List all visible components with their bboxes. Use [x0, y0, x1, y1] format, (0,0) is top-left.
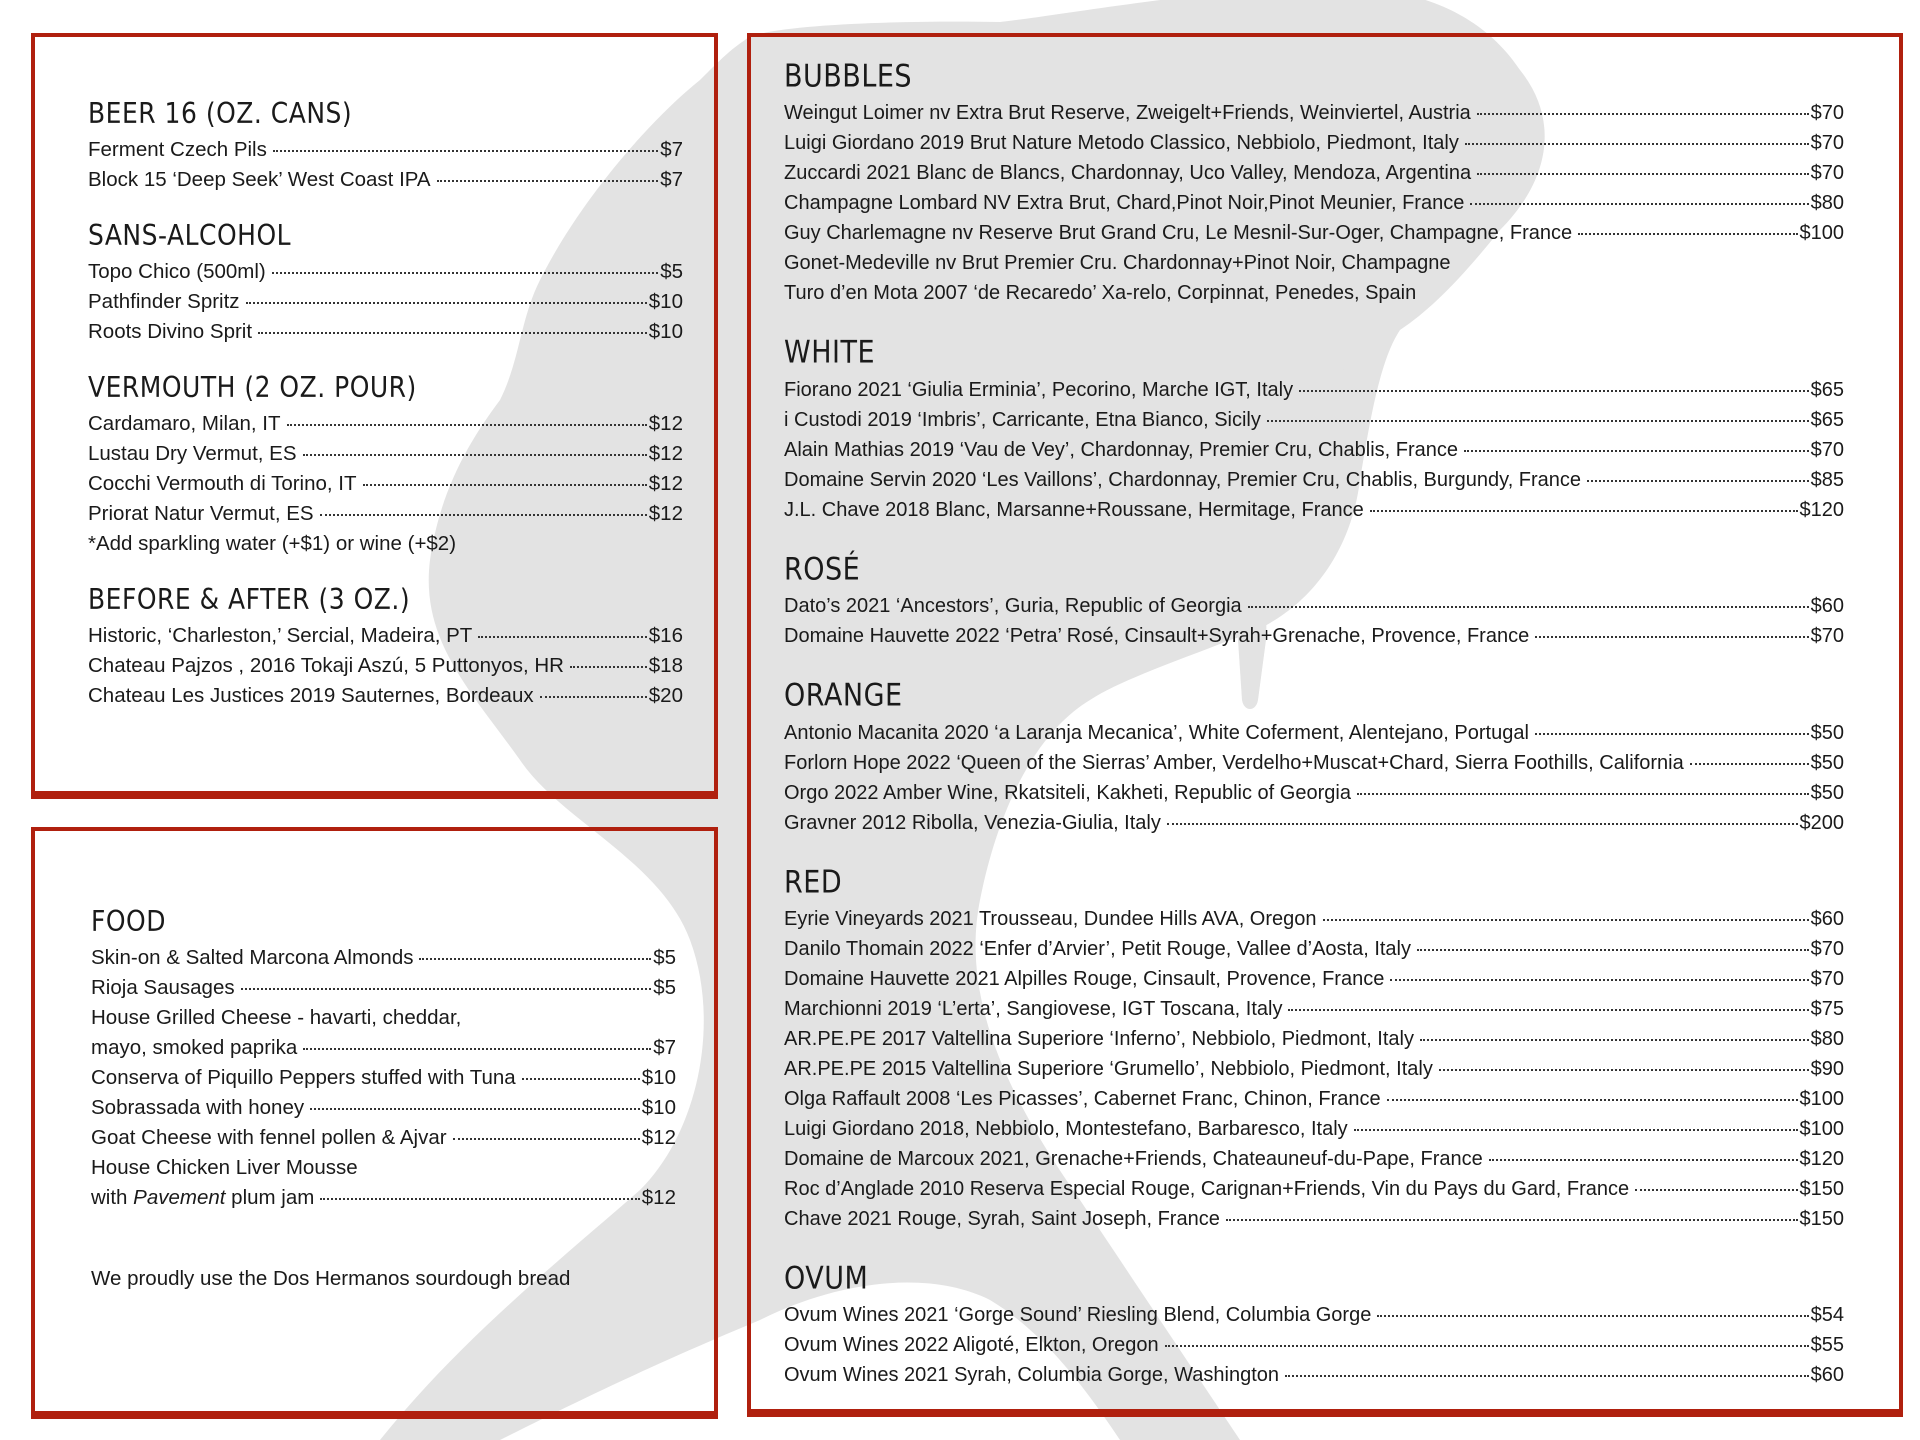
wine-item: Domaine de Marcoux 2021, Grenache+Friends, Chateauneuf-du-Pape, France $120	[784, 1147, 1844, 1170]
section-title: BUBBLES	[784, 59, 913, 95]
ovum-section	[784, 1261, 1844, 1390]
wine-item: i Custodi 2019 ‘Imbris’, Carricante, Etna Bianco, Sicily $65	[784, 408, 1844, 431]
menu-item: Chateau Les Justices 2019 Sauternes, Bordeaux $20	[88, 684, 683, 707]
white-section	[784, 335, 1844, 524]
menu-item: Cocchi Vermouth di Torino, IT $12	[88, 472, 683, 495]
section-title: VERMOUTH (2 OZ. POUR)	[88, 370, 417, 404]
sans-alcohol-section	[88, 218, 683, 347]
wine-item: Dato’s 2021 ‘Ancestors’, Guria, Republic of Georgia $60	[784, 595, 1844, 618]
menu-item: Roots Divino Sprit $10	[88, 320, 683, 343]
wine-item: Luigi Giordano 2018, Nebbiolo, Montestefano, Barbaresco, Italy $100	[784, 1117, 1844, 1140]
wine-item: AR.PE.PE 2015 Valtellina Superiore ‘Grumello’, Nebbiolo, Piedmont, Italy $90	[784, 1057, 1844, 1080]
wine-item: Danilo Thomain 2022 ‘Enfer d’Arvier’, Petit Rouge, Vallee d’Aosta, Italy $70	[784, 937, 1844, 960]
menu-item: Topo Chico (500ml) $5	[88, 260, 683, 283]
wine-item: Gravner 2012 Ribolla, Venezia-Giulia, Italy $200	[784, 811, 1844, 834]
section-title: RED	[784, 864, 843, 901]
section-title: WHITE	[784, 335, 876, 372]
wine-item: Weingut Loimer nv Extra Brut Reserve, Zweigelt+Friends, Weinviertel, Austria $70	[784, 102, 1844, 125]
wine-item: Roc d’Anglade 2010 Reserva Especial Rouge, Carignan+Friends, Vin du Pays du Gard, France $150	[784, 1177, 1844, 1200]
menu-item: with Pavement plum jam $12	[91, 1186, 676, 1209]
rose-section	[784, 551, 1844, 651]
menu-item: mayo, smoked paprika $7	[91, 1036, 676, 1059]
menu-item: House Chicken Liver Mousse	[91, 1156, 358, 1179]
menu-item: Sobrassada with honey $10	[91, 1096, 676, 1119]
wine-item: Ovum Wines 2021 ‘Gorge Sound’ Riesling Blend, Columbia Gorge $54	[784, 1304, 1844, 1327]
wine-item: Gonet-Medeville nv Brut Premier Cru. Chardonnay+Pinot Noir, Champagne	[784, 252, 1451, 275]
vermouth-section	[88, 370, 683, 559]
section-title: ROSÉ	[784, 551, 861, 588]
wine-item: Olga Raffault 2008 ‘Les Picasses’, Cabernet Franc, Chinon, France $100	[784, 1087, 1844, 1110]
wine-item: Antonio Macanita 2020 ‘a Laranja Mecanica’, White Coferment, Alentejano, Portugal $50	[784, 721, 1844, 744]
menu-item: Cardamaro, Milan, IT $12	[88, 412, 683, 435]
beer-section	[88, 96, 683, 195]
vermouth-note: *Add sparkling water (+$1) or wine (+$2)	[88, 532, 457, 555]
before-after-section	[88, 582, 683, 711]
menu-item: Pathfinder Spritz $10	[88, 290, 683, 313]
wine-item: Marchionni 2019 ‘L’erta’, Sangiovese, IGT Toscana, Italy $75	[784, 997, 1844, 1020]
wine-item: Champagne Lombard NV Extra Brut, Chard,Pinot Noir,Pinot Meunier, France $80	[784, 192, 1844, 215]
wine-list-panel	[747, 33, 1903, 1413]
wine-item: Domaine Hauvette 2021 Alpilles Rouge, Cinsault, Provence, France $70	[784, 967, 1844, 990]
wine-item: J.L. Chave 2018 Blanc, Marsanne+Roussane, Hermitage, France $120	[784, 498, 1844, 521]
wine-item: Fiorano 2021 ‘Giulia Erminia’, Pecorino, Marche IGT, Italy $65	[784, 378, 1844, 401]
menu-item: Conserva of Piquillo Peppers stuffed with Tuna $10	[91, 1066, 676, 1089]
section-title: BEFORE & AFTER (3 OZ.)	[88, 582, 411, 616]
section-title: ORANGE	[784, 678, 903, 714]
wine-item: Alain Mathias 2019 ‘Vau de Vey’, Chardonnay, Premier Cru, Chablis, France $70	[784, 438, 1844, 461]
wine-item: Guy Charlemagne nv Reserve Brut Grand Cru, Le Mesnil-Sur-Oger, Champagne, France $100	[784, 222, 1844, 245]
menu-item: Lustau Dry Vermut, ES $12	[88, 442, 683, 465]
wine-item: Turo d’en Mota 2007 ‘de Recaredo’ Xa-relo, Corpinnat, Penedes, Spain	[784, 282, 1417, 305]
menu-item: Block 15 ‘Deep Seek’ West Coast IPA $7	[88, 168, 683, 191]
section-title: SANS-ALCOHOL	[88, 218, 292, 252]
wine-item: Forlorn Hope 2022 ‘Queen of the Sierras’ Amber, Verdelho+Muscat+Chard, Sierra Foothills, California $50	[784, 751, 1844, 774]
menu-item: Skin-on & Salted Marcona Almonds $5	[91, 946, 676, 969]
drinks-menu-panel	[31, 33, 718, 795]
section-title: OVUM	[784, 1261, 869, 1297]
menu-item: Ferment Czech Pils $7	[88, 138, 683, 161]
wine-item: Chave 2021 Rouge, Syrah, Saint Joseph, France $150	[784, 1207, 1844, 1230]
wine-item: Luigi Giordano 2019 Brut Nature Metodo Classico, Nebbiolo, Piedmont, Italy $70	[784, 132, 1844, 155]
section-title: BEER 16 (OZ. CANS)	[88, 96, 353, 130]
food-title: FOOD	[91, 904, 166, 938]
wine-item: AR.PE.PE 2017 Valtellina Superiore ‘Inferno’, Nebbiolo, Piedmont, Italy $80	[784, 1027, 1844, 1050]
menu-item: Priorat Natur Vermut, ES $12	[88, 502, 683, 525]
menu-item: Historic, ‘Charleston,’ Sercial, Madeira, PT $16	[88, 624, 683, 647]
wine-item: Eyrie Vineyards 2021 Trousseau, Dundee Hills AVA, Oregon $60	[784, 907, 1844, 930]
bread-note: We proudly use the Dos Hermanos sourdough bread	[91, 1267, 571, 1290]
food-menu-panel	[31, 827, 718, 1415]
wine-item: Zuccardi 2021 Blanc de Blancs, Chardonnay, Uco Valley, Mendoza, Argentina $70	[784, 162, 1844, 185]
wine-item: Orgo 2022 Amber Wine, Rkatsiteli, Kakheti, Republic of Georgia $50	[784, 781, 1844, 804]
menu-item: Goat Cheese with fennel pollen & Ajvar $12	[91, 1126, 676, 1149]
wine-item: Ovum Wines 2022 Aligoté, Elkton, Oregon $55	[784, 1334, 1844, 1357]
menu-item: Chateau Pajzos , 2016 Tokaji Aszú, 5 Puttonyos, HR $18	[88, 654, 683, 677]
wine-item: Domaine Hauvette 2022 ‘Petra’ Rosé, Cinsault+Syrah+Grenache, Provence, France $70	[784, 625, 1844, 648]
menu-item: Rioja Sausages $5	[91, 976, 676, 999]
menu-item: House Grilled Cheese - havarti, cheddar,	[91, 1006, 462, 1029]
bubbles-section	[784, 59, 1844, 308]
food-items	[91, 943, 676, 1213]
wine-item: Domaine Servin 2020 ‘Les Vaillons’, Chardonnay, Premier Cru, Chablis, Burgundy, France $85	[784, 468, 1844, 491]
wine-item: Ovum Wines 2021 Syrah, Columbia Gorge, Washington $60	[784, 1364, 1844, 1387]
red-section	[784, 864, 1844, 1234]
orange-section	[784, 678, 1844, 837]
